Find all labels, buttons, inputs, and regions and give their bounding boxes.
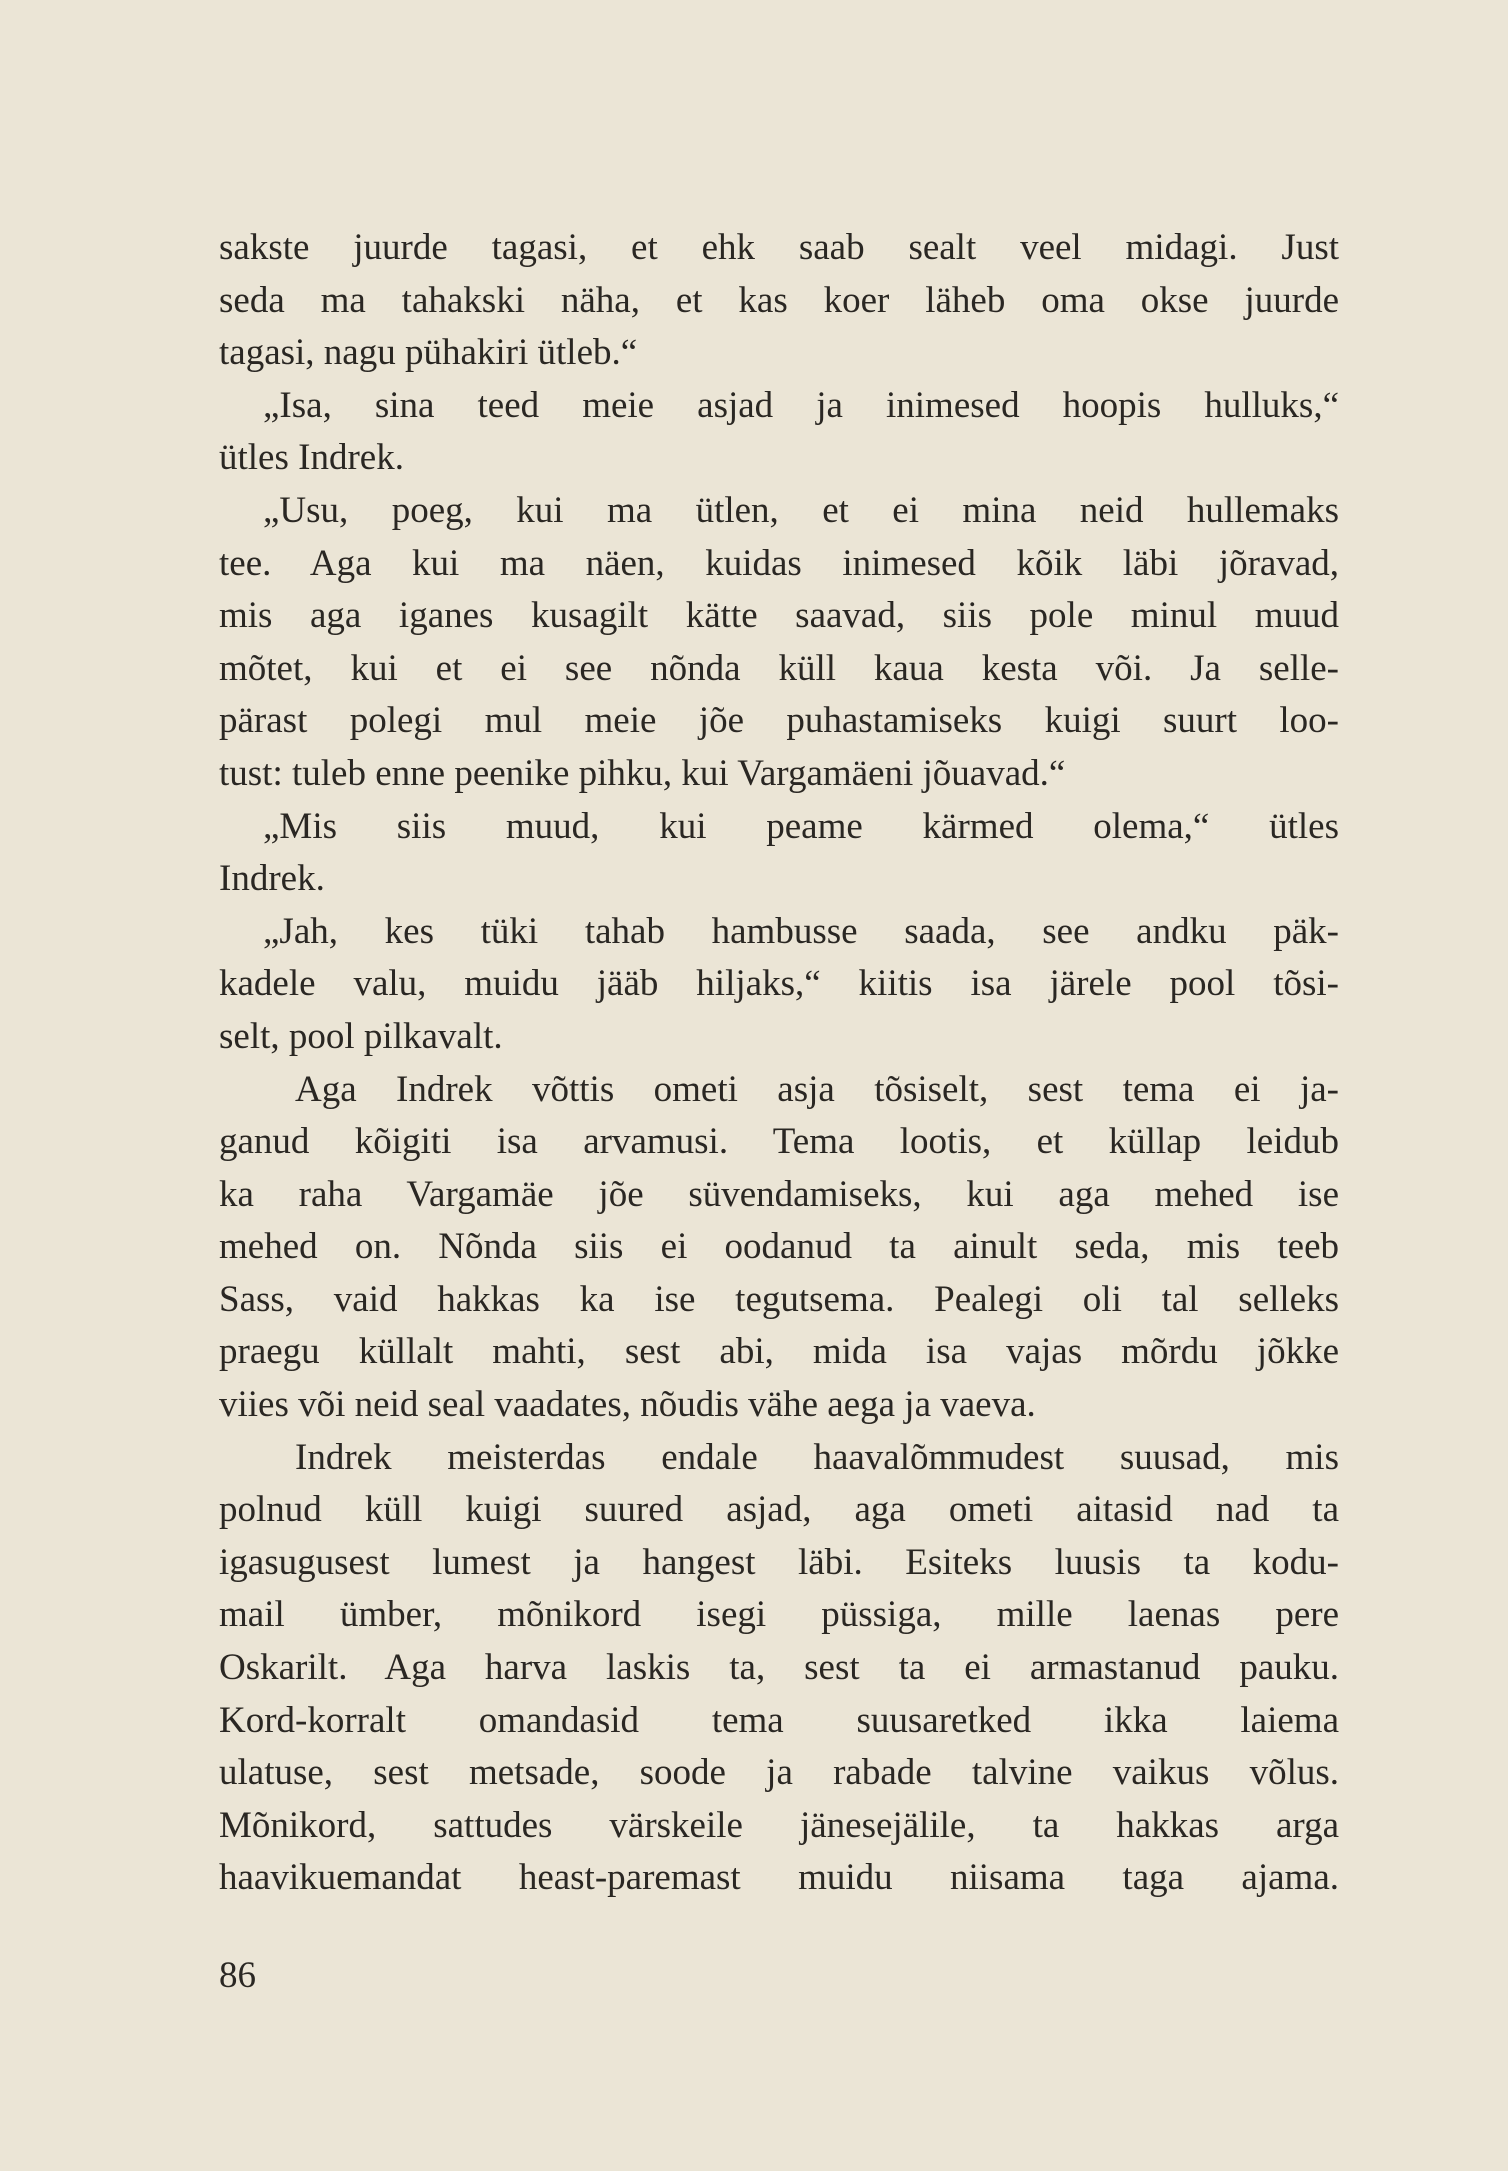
text-line-22: praegu küllalt mahti, sest abi, mida isa vajas mõrdu jõkke [219,1331,1339,1373]
text-line-9: mõtet, kui et ei see nõnda küll kaua kesta või. Ja selle- [219,647,1339,689]
text-line-15: kadele valu, muidu jääb hiljaks,“ kiitis isa järele pool tõsi- [219,963,1339,1005]
text-line-6: „Usu, poeg, kui ma ütlen, et ei mina neid hullemaks [263,489,1339,531]
text-line-4: „Isa, sina teed meie asjad ja inimesed hoopis hulluks,“ [263,384,1339,426]
text-line-16: selt, pool pilkavalt. [219,1015,503,1057]
text-line-2: seda ma tahakski näha, et kas koer läheb oma okse juurde [219,279,1339,321]
text-line-26: igasugusest lumest ja hangest läbi. Esiteks luusis ta kodu- [219,1541,1339,1583]
text-line-11: tust: tuleb enne peenike pihku, kui Vargamäeni jõuavad.“ [219,752,1066,794]
text-line-13: Indrek. [219,858,325,900]
text-line-19: ka raha Vargamäe jõe süvendamiseks, kui aga mehed ise [219,1173,1339,1215]
text-line-14: „Jah, kes tüki tahab hambusse saada, see andku päk- [263,910,1339,952]
text-line-28: Oskarilt. Aga harva laskis ta, sest ta ei armastanud pauku. [219,1647,1339,1689]
text-line-29: Kord-korralt omandasid tema suusaretked ikka laiema [219,1699,1339,1741]
text-line-32: haavikuemandat heast-paremast muidu niisama taga ajama. [219,1857,1339,1899]
text-line-24: Indrek meisterdas endale haavalõmmudest suusad, mis [295,1436,1339,1478]
text-line-23: viies või neid seal vaadates, nõudis vähe aega ja vaeva. [219,1384,1036,1426]
text-line-12: „Mis siis muud, kui peame kärmed olema,“ ütles [263,805,1339,847]
text-line-20: mehed on. Nõnda siis ei oodanud ta ainult seda, mis teeb [219,1226,1339,1268]
text-line-17: Aga Indrek võttis ometi asja tõsiselt, sest tema ei ja- [295,1068,1339,1110]
text-line-10: pärast polegi mul meie jõe puhastamiseks kuigi suurt loo- [219,700,1339,742]
text-line-8: mis aga iganes kusagilt kätte saavad, siis pole minul muud [219,595,1339,637]
text-line-18: ganud kõigiti isa arvamusi. Tema lootis, et küllap leidub [219,1121,1339,1163]
text-line-7: tee. Aga kui ma näen, kuidas inimesed kõik läbi jõravad, [219,542,1339,584]
text-line-31: Mõnikord, sattudes värskeile jänesejälile, ta hakkas arga [219,1804,1339,1846]
text-line-30: ulatuse, sest metsade, soode ja rabade talvine vaikus võlus. [219,1752,1339,1794]
text-line-25: polnud küll kuigi suured asjad, aga ometi aitasid nad ta [219,1489,1339,1531]
text-line-3: tagasi, nagu pühakiri ütleb.“ [219,332,638,374]
text-line-21: Sass, vaid hakkas ka ise tegutsema. Pealegi oli tal selleks [219,1278,1339,1320]
text-line-5: ütles Indrek. [219,437,404,479]
text-line-27: mail ümber, mõnikord isegi püssiga, mille laenas pere [219,1594,1339,1636]
text-line-1: sakste juurde tagasi, et ehk saab sealt veel midagi. Just [219,227,1339,268]
page-number: 86 [219,1955,256,1996]
page-text [219,222,1339,1905]
